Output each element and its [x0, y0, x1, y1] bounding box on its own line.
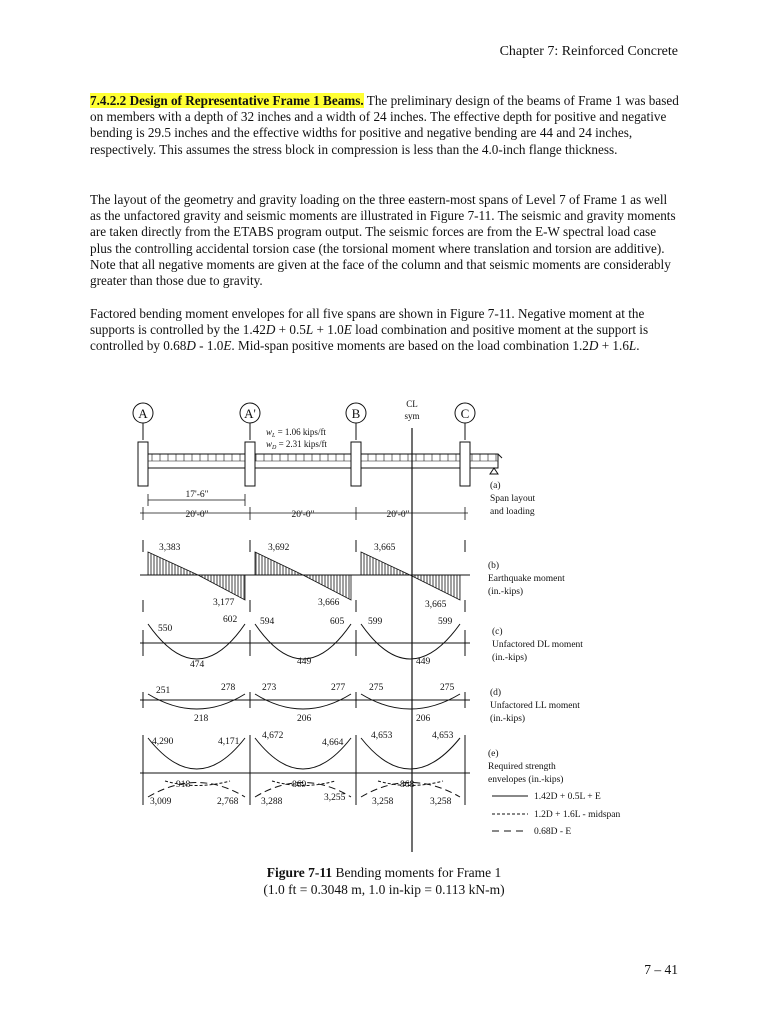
figure-units: (1.0 ft = 0.3048 m, 1.0 in-kip = 0.113 kN-m)	[263, 882, 505, 897]
svg-text:(b): (b)	[488, 561, 500, 571]
svg-text:251: 251	[156, 686, 171, 696]
live-load-label: $w_L = 1.06$ kips/ft	[266, 427, 326, 439]
svg-text:and loading: and loading	[490, 507, 535, 517]
grid-bubbles	[133, 403, 475, 423]
grid-label-c: C	[460, 406, 470, 421]
envelope-legend	[492, 796, 528, 831]
svg-text:3,009: 3,009	[150, 797, 172, 807]
legend-2: 1.2D + 1.6L - midspan	[534, 810, 621, 820]
svg-text:4,653: 4,653	[371, 731, 393, 741]
grid-label-a-prime: A'	[244, 406, 256, 421]
svg-text:(a): (a)	[490, 481, 501, 491]
svg-text:Earthquake moment: Earthquake moment	[488, 574, 565, 584]
dim-17-6: 17'-6"	[185, 490, 209, 500]
eq-top-3: 3,665	[374, 543, 396, 553]
svg-text:Unfactored LL moment: Unfactored LL moment	[490, 701, 580, 711]
ll-values	[156, 683, 455, 724]
paragraph-envelopes: Factored bending moment envelopes for all five spans are shown in Figure 7-11. Negative moment at the supports is controlled by the 1.42D + 0.5L + 1.0E load combination and positive moment at the support is controlled by 0.68D - 1.0E. Mid-span positive moments are based on the load combination 1.2D + 1.6L.	[90, 306, 649, 354]
svg-text:(in.-kips): (in.-kips)	[492, 653, 528, 663]
page-number: 7 – 41	[644, 962, 678, 977]
dead-load-moment-diagram	[140, 624, 470, 659]
dim-span-3: 20'-0"	[386, 510, 410, 520]
svg-text:3,288: 3,288	[261, 797, 283, 807]
chapter-header: Chapter 7: Reinforced Concrete	[499, 44, 678, 59]
svg-text:4,653: 4,653	[432, 731, 454, 741]
grid-label-a: A	[138, 406, 148, 421]
svg-text:918: 918	[176, 780, 191, 790]
sym-label: sym	[404, 411, 420, 421]
paragraph-1-text: The preliminary design of the beams of Frame 1 was based on members with a depth of 32 inches and a width of 24 inches. The effective depth for positive and negative bending is 29.5 inches and the effective widths for positive and negative bending are 44 and 24 inches, respectively. This assumes the stress block in compression is less than the 4.0-inch flange thickness.	[90, 93, 679, 157]
figure-caption	[0, 864, 768, 898]
eq-top-1: 3,383	[159, 543, 181, 553]
svg-text:2,768: 2,768	[217, 797, 239, 807]
svg-text:594: 594	[260, 617, 275, 627]
svg-text:277: 277	[331, 683, 346, 693]
svg-text:206: 206	[416, 714, 431, 724]
panel-a-label	[490, 480, 535, 517]
svg-text:Span layout: Span layout	[490, 494, 536, 504]
dim-span-2: 20'-0"	[291, 510, 315, 520]
svg-text:4,290: 4,290	[152, 737, 174, 747]
grid-label-b: B	[351, 406, 361, 421]
svg-text:(in.-kips): (in.-kips)	[488, 587, 524, 597]
svg-text:Required strength: Required strength	[488, 762, 556, 772]
svg-text:3,258: 3,258	[372, 797, 394, 807]
panel-b-label	[488, 560, 565, 597]
paragraph-layout: The layout of the geometry and gravity loading on the three eastern-most spans of Level 7 of Frame 1 as well as the unfactored gravity and seismic moments are illustrated in Figure 7-11. The seismic and gravity moments are taken directly from the ETABS program output. The seismic forces are from the E-W spectral load case plus the controlling accidental torsion case (the torsional moment where translation and torsion are additive). Note that all negative moments are given at the face of the column and that seismic moments are considerably greater than those due to gravity.	[90, 192, 676, 289]
eq-bottom-2: 3,666	[318, 598, 340, 608]
svg-text:868: 868	[400, 780, 415, 790]
svg-text:4,672: 4,672	[262, 731, 284, 741]
svg-text:599: 599	[438, 617, 453, 627]
figure-title: Bending moments for Frame 1	[332, 865, 502, 880]
panel-c-label	[492, 626, 583, 663]
svg-text:3,258: 3,258	[430, 797, 452, 807]
eq-top-2: 3,692	[268, 543, 290, 553]
section-heading: 7.4.2.2 Design of Representative Frame 1 Beams.	[90, 93, 364, 108]
legend-3: 0.68D - E	[534, 827, 572, 837]
svg-text:4,664: 4,664	[322, 738, 344, 748]
svg-text:(c): (c)	[492, 627, 503, 637]
svg-text:206: 206	[297, 714, 312, 724]
svg-text:278: 278	[221, 683, 236, 693]
strength-envelope-diagram	[140, 735, 470, 805]
svg-text:602: 602	[223, 615, 238, 625]
svg-text:(e): (e)	[488, 749, 499, 759]
svg-text:envelopes (in.-kips): envelopes (in.-kips)	[488, 775, 564, 785]
svg-text:(in.-kips): (in.-kips)	[490, 714, 526, 724]
svg-text:3,255: 3,255	[324, 793, 346, 803]
figure-label: Figure 7-11	[266, 865, 333, 880]
svg-text:449: 449	[297, 657, 312, 667]
live-load-moment-diagram	[140, 692, 470, 709]
svg-text:869: 869	[292, 780, 307, 790]
svg-text:550: 550	[158, 624, 173, 634]
svg-text:449: 449	[416, 657, 431, 667]
svg-text:(d): (d)	[490, 688, 502, 698]
panel-d-label	[490, 687, 580, 724]
dead-load-label: $w_D = 2.31$ kips/ft	[266, 439, 327, 451]
cl-label: CL	[406, 399, 418, 409]
earthquake-moment-diagram	[140, 540, 470, 612]
legend-1: 1.42D + 0.5L + E	[534, 792, 601, 802]
svg-text:275: 275	[369, 683, 384, 693]
eq-bottom-1: 3,177	[213, 598, 235, 608]
svg-text:599: 599	[368, 617, 383, 627]
panel-e-label	[488, 748, 563, 785]
svg-text:273: 273	[262, 683, 277, 693]
svg-text:605: 605	[330, 617, 345, 627]
dim-span-1: 20'-0"	[185, 510, 209, 520]
svg-text:474: 474	[190, 660, 205, 670]
svg-text:275: 275	[440, 683, 455, 693]
svg-text:4,171: 4,171	[218, 737, 240, 747]
eq-bottom-3: 3,665	[425, 600, 447, 610]
svg-text:218: 218	[194, 714, 209, 724]
svg-text:Unfactored DL moment: Unfactored DL moment	[492, 640, 583, 650]
